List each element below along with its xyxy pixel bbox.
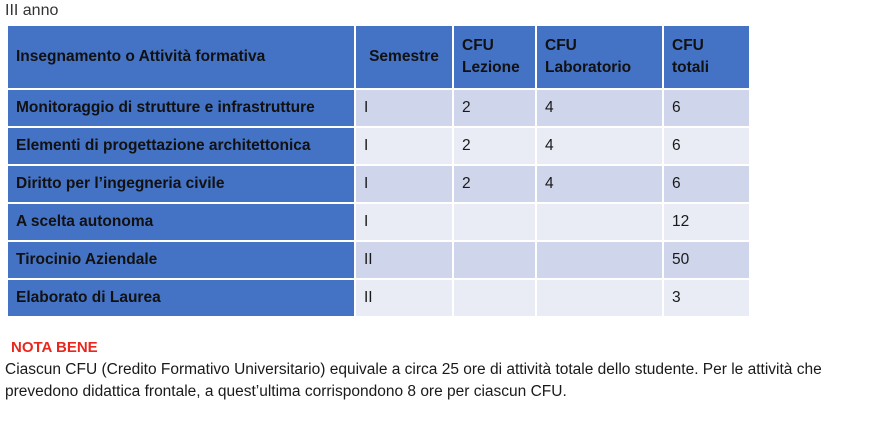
- header-cfu-lecture: [453, 25, 536, 89]
- table-row: [7, 241, 750, 279]
- year-title: III anno: [5, 2, 59, 19]
- table-row: [7, 127, 750, 165]
- course-semester: I: [355, 127, 453, 165]
- course-cfu-lecture: [453, 279, 536, 317]
- course-name: Elaborato di Laurea: [7, 279, 355, 317]
- course-semester: I: [355, 165, 453, 203]
- header-cfu-lecture-line2: Lezione: [462, 59, 520, 76]
- course-semester: II: [355, 279, 453, 317]
- header-semester: Semestre: [355, 25, 453, 89]
- course-cfu-total: 6: [663, 89, 750, 127]
- course-semester: I: [355, 89, 453, 127]
- table-row: [7, 89, 750, 127]
- course-name: Monitoraggio di strutture e infrastrutture: [7, 89, 355, 127]
- course-cfu-total: 6: [663, 127, 750, 165]
- course-semester: II: [355, 241, 453, 279]
- note-body: Ciascun CFU (Credito Formativo Universitario) equivale a circa 25 ore di attività totale dello studente. Per le attività che prevedono didattica frontale, a quest’ultima corrispondono 8 ore per ciascun CFU.: [5, 361, 822, 400]
- course-name: Elementi di progettazione architettonica: [7, 127, 355, 165]
- course-name: Diritto per l’ingegneria civile: [7, 165, 355, 203]
- header-cfu-total-line1: CFU: [672, 37, 704, 54]
- course-cfu-lecture: 2: [453, 89, 536, 127]
- course-cfu-total: 3: [663, 279, 750, 317]
- course-cfu-total: 50: [663, 241, 750, 279]
- course-cfu-lab: 4: [536, 165, 663, 203]
- course-cfu-lecture: [453, 241, 536, 279]
- course-cfu-total: 12: [663, 203, 750, 241]
- header-cfu-total-line2: totali: [672, 59, 710, 76]
- course-cfu-lecture: 2: [453, 165, 536, 203]
- course-cfu-lab: [536, 279, 663, 317]
- header-cfu-lab-line1: CFU: [545, 37, 577, 54]
- header-cfu-lab-line2: Laboratorio: [545, 59, 632, 76]
- table-row: [7, 279, 750, 317]
- table-row: [7, 203, 750, 241]
- header-cfu-lecture-line1: CFU: [462, 37, 494, 54]
- course-cfu-lab: 4: [536, 89, 663, 127]
- table-row: [7, 165, 750, 203]
- header-cfu-lab: [536, 25, 663, 89]
- course-cfu-lab: [536, 203, 663, 241]
- course-name: A scelta autonoma: [7, 203, 355, 241]
- header-course: Insegnamento o Attività formativa: [7, 25, 355, 89]
- course-cfu-lab: 4: [536, 127, 663, 165]
- table-header-row: [7, 25, 750, 89]
- note-title: NOTA BENE: [11, 339, 98, 356]
- course-cfu-lab: [536, 241, 663, 279]
- course-cfu-lecture: [453, 203, 536, 241]
- course-cfu-total: 6: [663, 165, 750, 203]
- course-cfu-lecture: 2: [453, 127, 536, 165]
- study-plan-table: [6, 24, 751, 318]
- course-name: Tirocinio Aziendale: [7, 241, 355, 279]
- course-semester: I: [355, 203, 453, 241]
- header-cfu-total: [663, 25, 750, 89]
